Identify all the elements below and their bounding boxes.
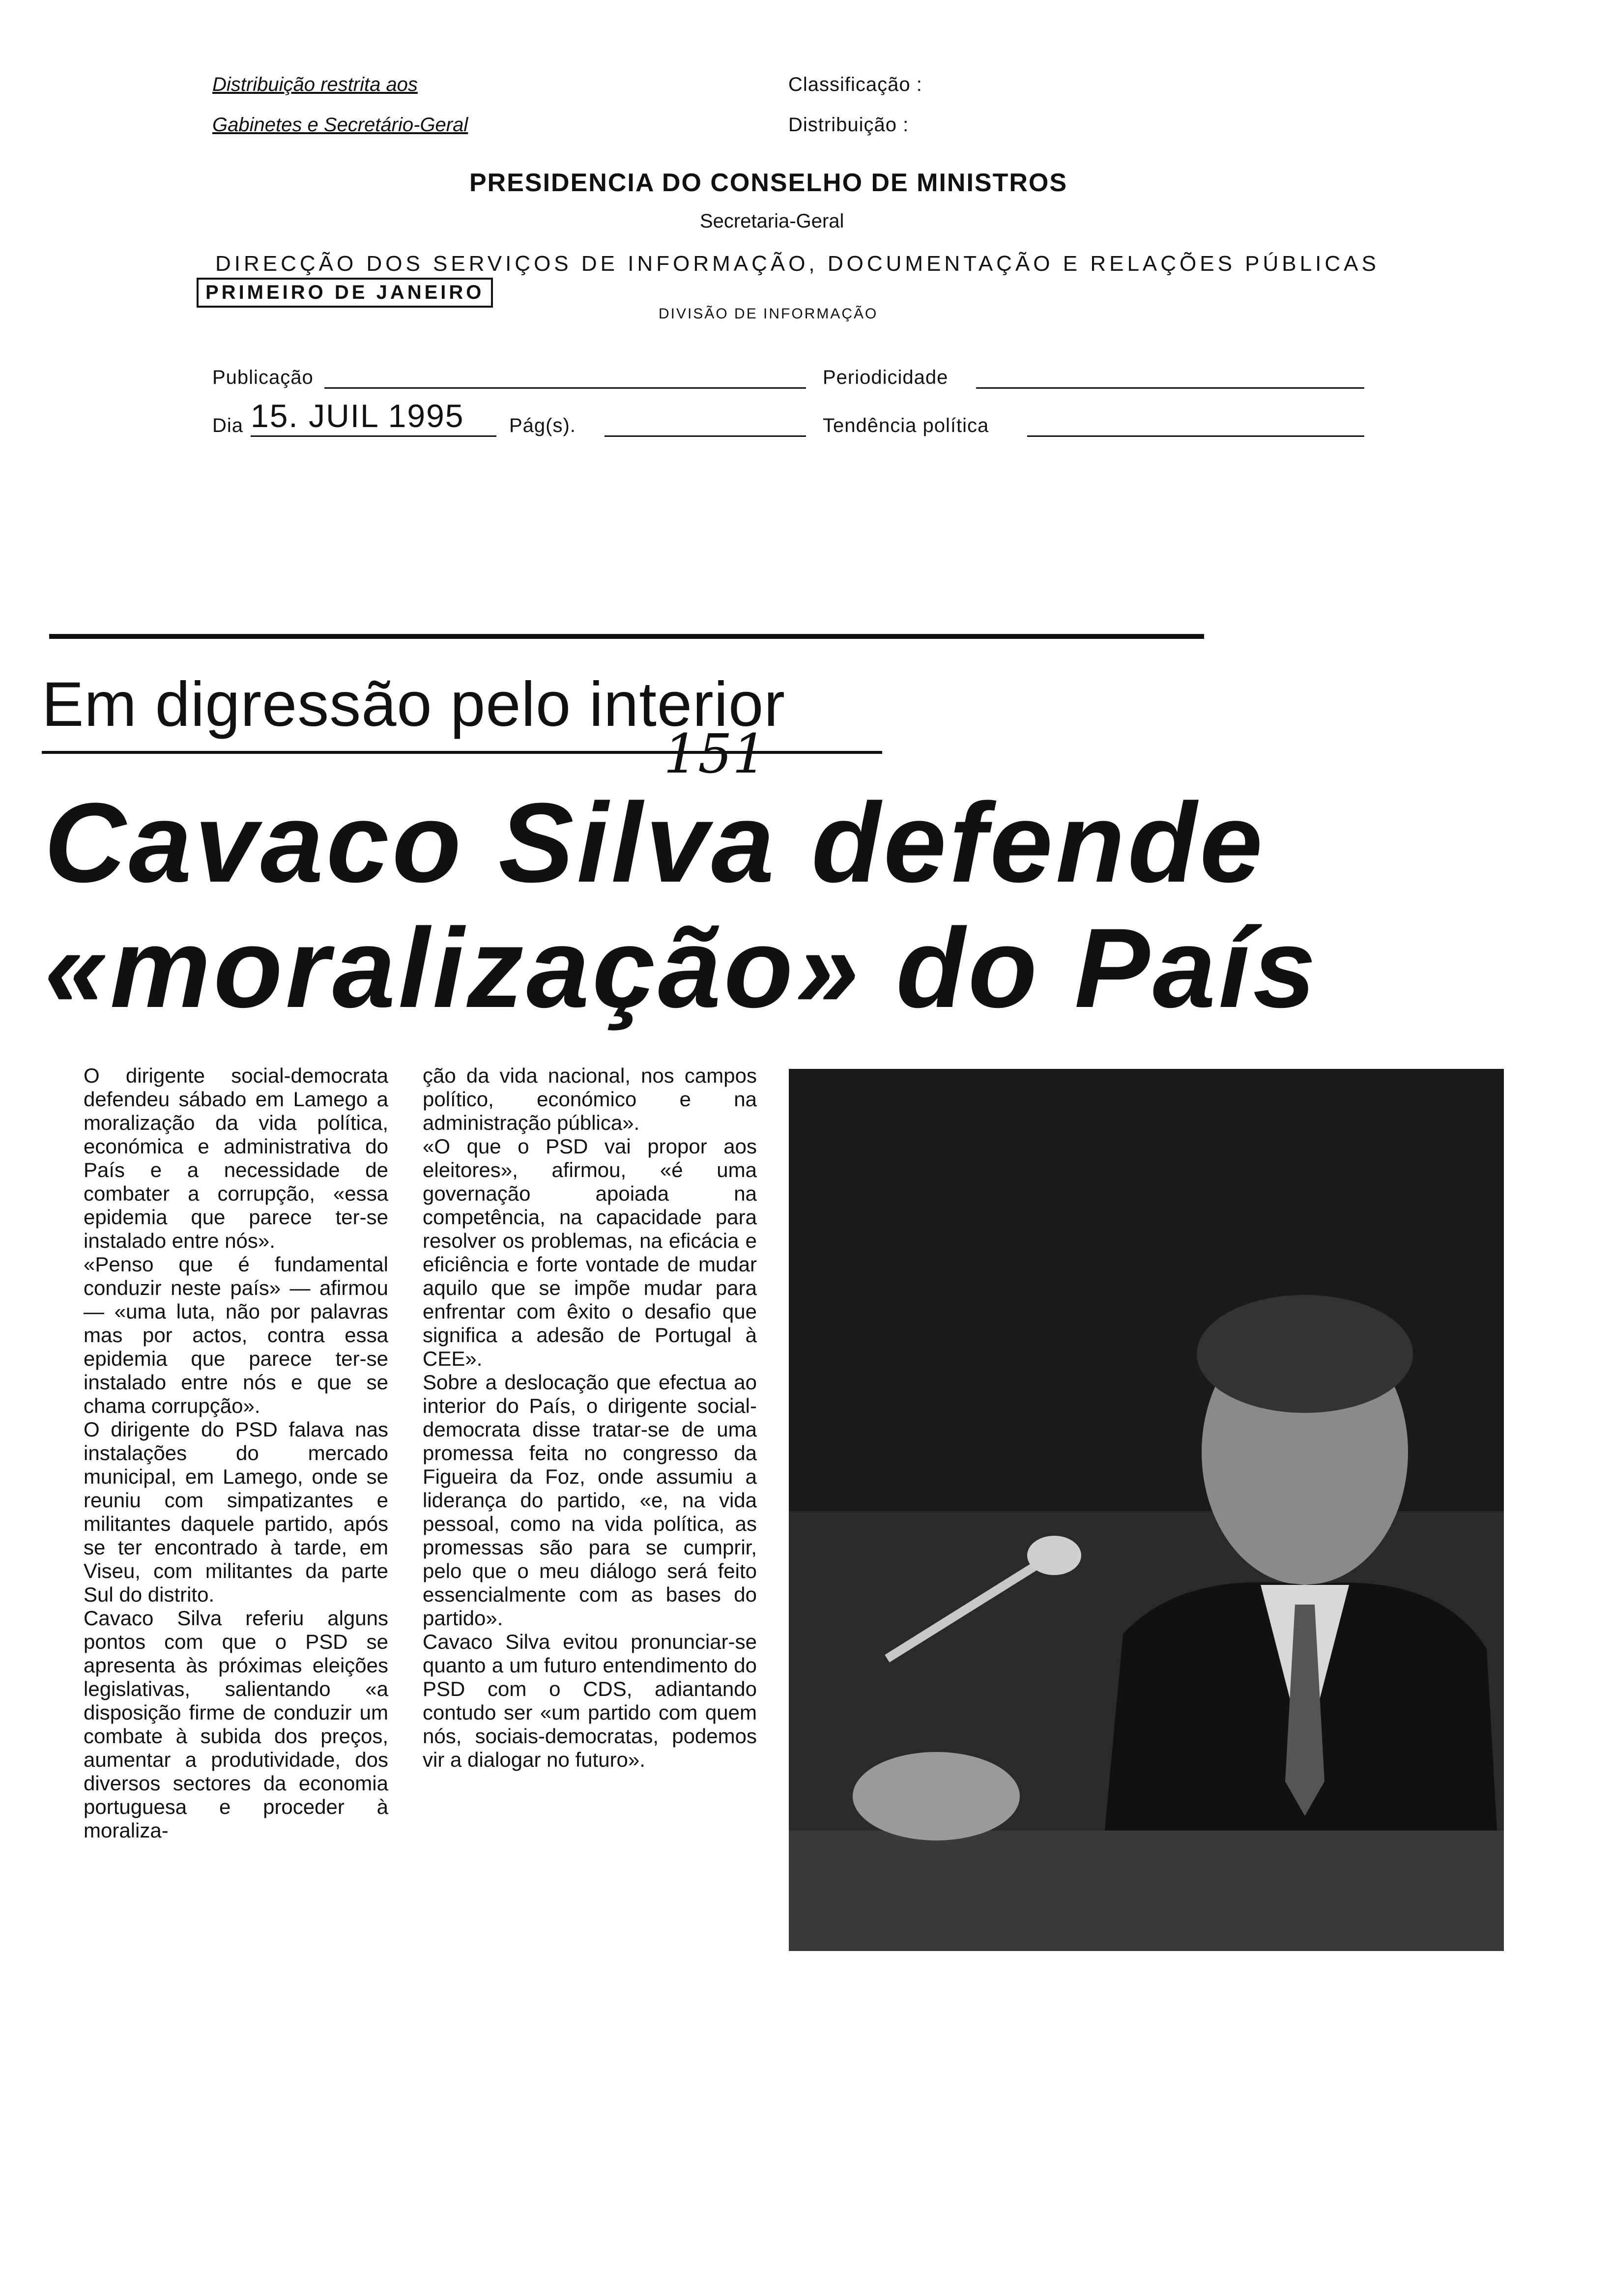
directorate: DIRECÇÃO DOS SERVIÇOS DE INFORMAÇÃO, DOCUMENTAÇÃO E RELAÇÕES PÚBLICAS	[215, 252, 1380, 276]
newspaper-stamp: PRIMEIRO DE JANEIRO	[197, 278, 493, 308]
periodicidade-line	[976, 387, 1364, 389]
tendencia-label: Tendência política	[823, 415, 989, 436]
pags-label: Pág(s).	[509, 415, 576, 436]
restricted-line-1: Distribuição restrita aos	[212, 74, 418, 95]
article-column-2: ção da vida nacional, nos campos político, económico e na administração pública». «O que o PSD vai propor aos eleitores», afirmou, «é uma governação apoiada na competência, na capacidade para resolver os problemas, na eficácia e eficiência e forte vontade de mudar aquilo que se impõe mudar para enfrentar com êxito o desafio que significa a adesão de Portugal à CEE». Sobre a deslocação que efectua ao interior do País, o dirigente social-democrata disse tratar-se de uma promessa feita no congresso da Figueira da Foz, onde assumiu a liderança do partido, «e, na vida pessoal, como na vida política, as promessas são para se cumprir, pelo que o meu diálogo será feito essencialmente com as bases do partido». Cavaco Silva evitou pronunciar-se quanto a um futuro entendimento do PSD com o CDS, adiantando contudo ser «um partido com quem nós, sociais-democratas, podemos vir a dialogar no futuro».	[423, 1064, 757, 1771]
top-rule	[49, 634, 1204, 639]
handwritten-note: 151	[663, 722, 767, 785]
headline-line-1: Cavaco Silva defende	[44, 779, 1266, 906]
dia-value: 15. JUIL 1995	[251, 398, 464, 434]
periodicidade-label: Periodicidade	[823, 367, 949, 388]
article-column-1: O dirigente social-democrata defendeu sábado em Lamego a moralização da vida política, económica e administrativa do País e a necessidade de combater a corrupção, «essa epidemia que parece ter-se instalado entre nós». «Penso que é fundamental conduzir neste país» — afirmou — «uma luta, não por palavras mas por actos, contra essa epidemia que parece ter-se instalado entre nós e que se chama corrupção». O dirigente do PSD falava nas instalações do mercado municipal, em Lamego, onde se reuniu com simpatizantes e militantes daquele partido, após se ter encontrado à tarde, em Viseu, com militantes da parte Sul do distrito. Cavaco Silva referiu alguns pontos com que o PSD se apresenta às próximas eleições legislativas, salientando «a disposição firme de conduzir um combate à subida dos preços, aumentar a produtividade, dos diversos sectores da economia portuguesa e proceder à moraliza-	[84, 1064, 388, 1842]
institution-title: PRESIDENCIA DO CONSELHO DE MINISTROS	[469, 169, 1068, 197]
restricted-line-2: Gabinetes e Secretário-Geral	[212, 114, 468, 136]
classification-label: Classificação :	[788, 74, 922, 95]
dia-label: Dia	[212, 415, 244, 436]
dia-line	[251, 435, 496, 437]
kicker: Em digressão pelo interior	[42, 669, 785, 740]
pags-line	[604, 435, 806, 437]
secretariat: Secretaria-Geral	[700, 210, 844, 232]
speaker-photo-illustration	[789, 1069, 1504, 1951]
headline-line-2: «moralização» do País	[44, 905, 1319, 1031]
speaker-photo	[789, 1069, 1504, 1951]
distribution-label: Distribuição :	[788, 114, 909, 136]
publicacao-line	[324, 387, 806, 389]
publicacao-label: Publicação	[212, 367, 314, 388]
tendencia-line	[1027, 435, 1364, 437]
division: DIVISÃO DE INFORMAÇÃO	[659, 306, 878, 322]
